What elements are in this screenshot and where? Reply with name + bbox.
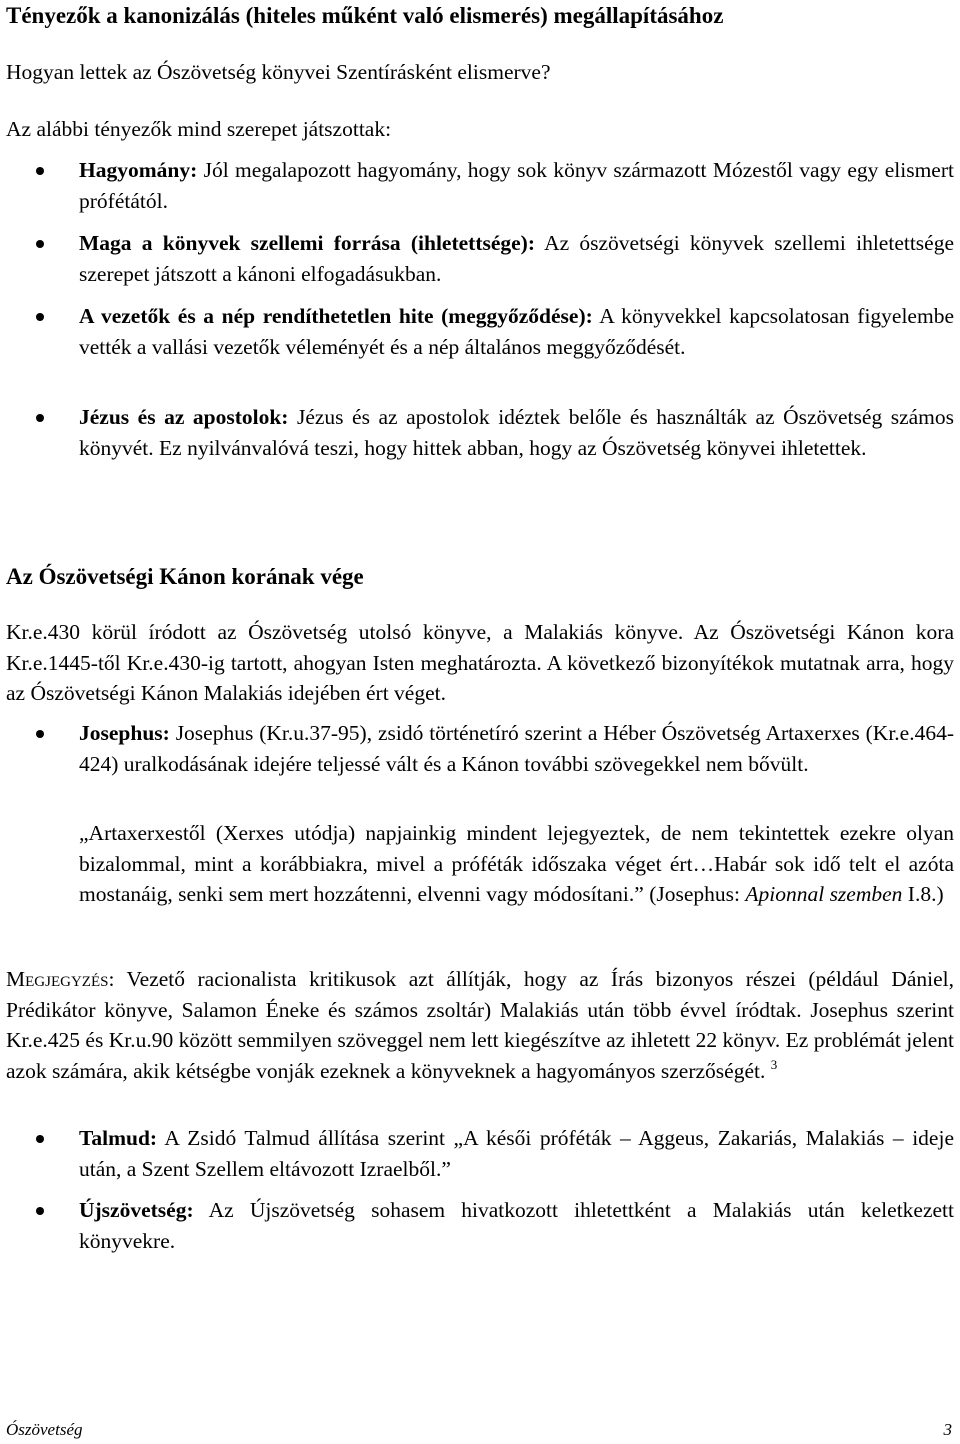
- page-number: 3: [943, 1420, 952, 1439]
- evidence-text: Az Újszövetség sohasem hivatkozott ihletettként a Malakiás után keletkezett könyvekre.: [79, 1198, 954, 1253]
- bullet-icon: [36, 313, 44, 321]
- section-title: Az Ószövetségi Kánon korának vége: [6, 564, 364, 589]
- evidence-text: Josephus (Kr.u.37-95), zsidó történetíró szerint a Héber Ószövetség Artaxerxes (Kr.e.464-424) uralkodásának idejére teljessé vált és a Kánon további szövegekkel nem bővült.: [79, 721, 954, 776]
- josephus-quote: [79, 818, 954, 910]
- factor-text: Az ószövetségi könyvek szellemi ihletettsége szerepet játszott a kánoni elfogadásukban.: [79, 231, 955, 286]
- quote-source-title: Apionnal szemben: [745, 882, 903, 906]
- evidence-term: Talmud:: [79, 1126, 158, 1150]
- note-paragraph: [6, 964, 954, 1086]
- bullet-icon: [36, 167, 44, 175]
- footnote-ref: 3: [770, 1056, 778, 1072]
- factor-term: Hagyomány:: [79, 158, 198, 182]
- factor-term: A vezetők és a nép rendíthetetlen hite (meggyőződése):: [79, 304, 593, 328]
- factor-text: Jézus és az apostolok idéztek belőle és használták az Ószövetség számos könyvét. Ez nyilvánvalóvá teszi, hogy hittek abban, hogy az Ószövetség könyvei ihletettek.: [79, 405, 954, 460]
- footer-title: Ószövetség: [6, 1420, 83, 1439]
- factor-term: Maga a könyvek szellemi forrása (ihletettsége):: [79, 231, 536, 255]
- quote-end: I.8.): [902, 882, 944, 906]
- evidence-term: Újszövetség:: [79, 1198, 194, 1222]
- intro-text: Az alábbi tényezők mind szerepet játszottak:: [6, 117, 392, 141]
- factor-term: Jézus és az apostolok:: [79, 405, 289, 429]
- page-title: Tényezők a kanonizálás (hiteles műként való elismerés) megállapításához: [6, 3, 724, 28]
- bullet-icon: [36, 1207, 44, 1215]
- evidence-text: A Zsidó Talmud állítása szerint „A késői próféták – Aggeus, Zakariás, Malakiás – ideje után, a Szent Szellem eltávozott Izraelből.”: [79, 1126, 954, 1181]
- evidence-term: Josephus:: [79, 721, 170, 745]
- bullet-icon: [36, 240, 44, 248]
- factor-text: Jól megalapozott hagyomány, hogy sok könyv származott Mózestől vagy egy elismert prófétától.: [79, 158, 954, 213]
- bullet-icon: [36, 414, 44, 422]
- question-text: Hogyan lettek az Ószövetség könyvei Szentírásként elismerve?: [6, 60, 551, 84]
- factor-text: A könyvekkel kapcsolatosan figyelembe vették a vallási vezetők véleményét és a nép általános meggyőződését.: [79, 304, 954, 359]
- section-paragraph: Kr.e.430 körül íródott az Ószövetség utolsó könyve, a Malakiás könyve. Az Ószövetségi Kánon kora Kr.e.1445-től Kr.e.430-ig tartott, ahogyan Isten meghatározta. A következő bizonyítékok mutatnak arra, hogy az Ószövetségi Kánon Malakiás idejében ért véget.: [6, 620, 954, 705]
- bullet-icon: [36, 1135, 44, 1143]
- bullet-icon: [36, 730, 44, 738]
- quote-text: „Artaxerxestől (Xerxes utódja) napjainkig mindent lejegyeztek, de nem tekintettek ezekre olyan bizalommal, mint a korábbiakra, mivel a próféták időszaka véget ért…Habár sok idő telt el azóta mostanáig, senki sem mert hozzátenni, elvenni vagy módosítani.” (Josephus:: [79, 821, 954, 906]
- note-label: Megjegyzés:: [6, 967, 115, 991]
- note-text: Vezető racionalista kritikusok azt állítják, hogy az Írás bizonyos részei (például Dániel, Prédikátor könyve, Salamon Éneke és számos zsoltár) Malakiás után több évvel íródtak. Josephus szerint Kr.e.425 és Kr.u.90 között semmilyen szöveggel nem lett kiegészítve az ihletett 22 könyv. Ez problémát jelent azok számára, akik kétségbe vonják ezeknek a könyveknek a hagyományos szerzőségét.: [6, 967, 954, 1083]
